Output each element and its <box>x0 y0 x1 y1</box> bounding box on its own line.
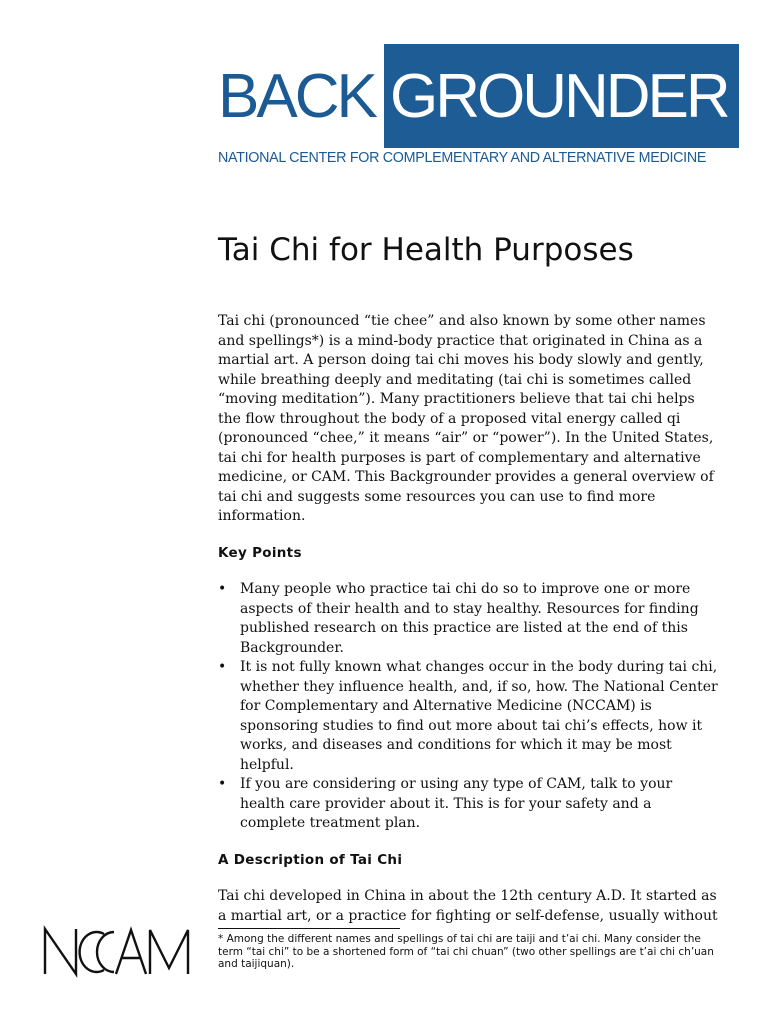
list-item: • If you are considering or using any type of CAM, talk to your health care provider about it. This is for your safety and a complete treatment plan. <box>218 775 718 834</box>
description-paragraph: Tai chi developed in China in about the 12th century A.D. It started as a martial art, or a practice for fighting or self-defense, usually without <box>218 888 718 924</box>
list-item: • It is not fully known what changes occur in the body during tai chi, whether they influence health, and, if so, how. The National Center for Complementary and Alternative Medicine (NCCAM) is sponsoring studies to find out more about tai chi’s effects, how it works, and diseases and conditions for which it may be most helpful. <box>218 658 718 775</box>
masthead-grounder: GROUNDER <box>390 62 728 131</box>
key-points-heading: Key Points <box>218 544 302 561</box>
key-points-list <box>218 580 718 834</box>
masthead-box <box>384 44 739 148</box>
masthead-subtitle: NATIONAL CENTER FOR COMPLEMENTARY AND ALTERNATIVE MEDICINE <box>218 150 707 166</box>
nccam-logo-mark <box>42 922 192 978</box>
masthead <box>218 44 740 148</box>
footnote-divider <box>218 928 400 929</box>
intro-paragraph: Tai chi (pronounced “tie chee” and also known by some other names and spellings*) is a mind-body practice that originated in China as a martial art. A person doing tai chi moves his body slowly and gently, while breathing deeply and meditating (tai chi is sometimes called “moving meditation”). Many practitioners believe that tai chi helps the flow throughout the body of a proposed vital energy called qi (pronounced “chee,” it means “air” or “power”). In the United States, tai chi for health purposes is part of complementary and alternative medicine, or CAM. This Backgrounder provides a general overview of tai chi and suggests some resources you can use to find more information. <box>218 313 714 524</box>
masthead-back: BACK <box>218 62 375 131</box>
list-item: • Many people who practice tai chi do so to improve one or more aspects of their health and to stay healthy. Resources for finding published research on this practice are listed at the end of this Backgrounder. <box>218 580 718 658</box>
description-heading: A Description of Tai Chi <box>218 851 403 868</box>
page-title: Tai Chi for Health Purposes <box>218 232 634 268</box>
footnote: * Among the different names and spellings of tai chi are taiji and t’ai chi. Many consider the term “tai chi” to be a shortened form of “tai chi chuan” (two other spellings are t’ai chi ch’uan and taijiquan). <box>218 933 714 970</box>
main-content <box>218 312 718 926</box>
nccam-logo <box>42 922 192 982</box>
